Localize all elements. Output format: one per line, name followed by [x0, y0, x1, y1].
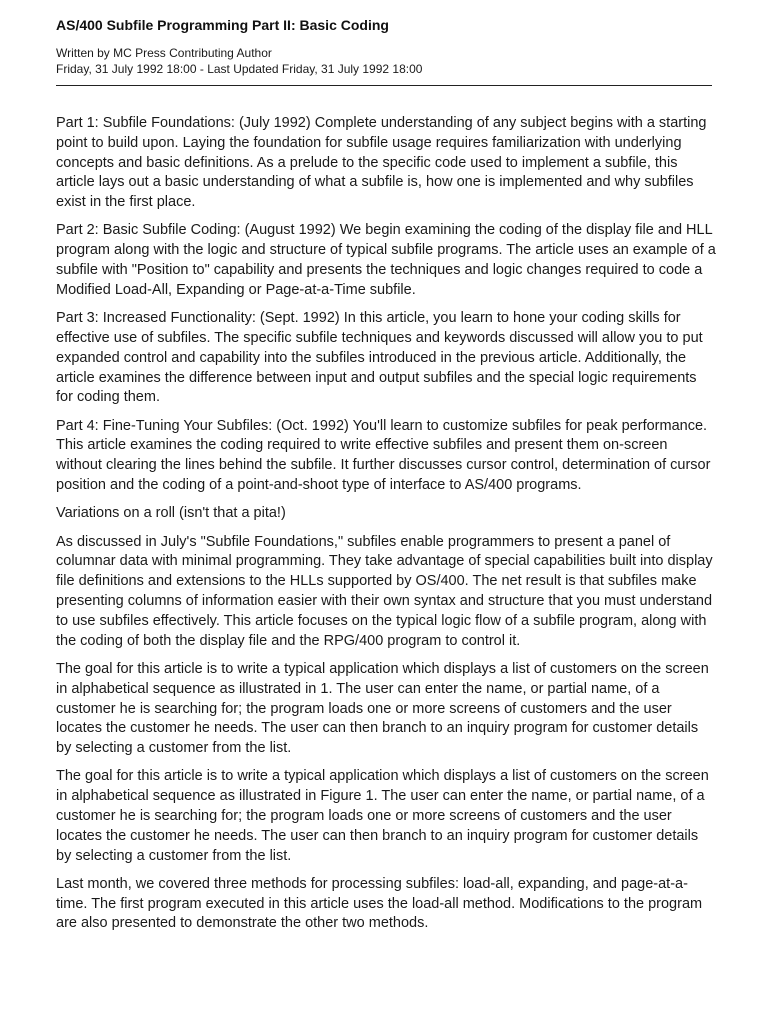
section-heading-variations: Variations on a roll (isn't that a pita!): [56, 505, 286, 522]
header-divider: [56, 85, 712, 86]
article-header: [56, 14, 712, 77]
paragraph-goal-2: The goal for this article is to write a typical application which displays a list of customers on the screen in alphabetical sequence as illustrated in Figure 1. The user can enter the name, or partial name, of a customer he is searching for; the program loads one or more screens of customers and the user locates the customer he needs. The user can then branch to an inquiry program for customer details by selecting a customer from the list.: [56, 768, 709, 864]
byline: [56, 46, 712, 77]
paragraph-last-month: Last month, we covered three methods for processing subfiles: load-all, expanding, and page-at-a-time. The first program executed in this article uses the load-all method. Modifications to the program are also presented to demonstrate the other two methods.: [56, 875, 703, 932]
paragraph-part-2: Part 2: Basic Subfile Coding: (August 1992) We begin examining the coding of the display file and HLL program along with the logic and structure of typical subfile programs. The article uses an example of a subfile with "Position to" capability and presents the techniques and logic changes required to code a Modified Load-All, Expanding or Page-at-a-Time subfile.: [56, 222, 716, 298]
article-title: AS/400 Subfile Programming Part II: Basic Coding: [56, 17, 389, 33]
paragraph-part-1: Part 1: Subfile Foundations: (July 1992) Complete understanding of any subject begins with a starting point to build upon. Laying the foundation for subfile usage requires familiarization with underlying concepts and basic definitions. As a prelude to the specific code used to implement a subfile, this article lays out a basic understanding of what a subfile is, how one is implemented and why subfiles exist in the first place.: [56, 115, 707, 211]
paragraph-part-3: Part 3: Increased Functionality: (Sept. 1992) In this article, you learn to hone your coding skills for effective use of subfiles. The specific subfile techniques and keywords discussed will allow you to put expanded control and capability into the subfiles introduced in the previous article. Additionally, the article examines the difference between input and output subfiles and the special logic requirements for coding them.: [56, 310, 703, 406]
author-line: Written by MC Press Contributing Author: [56, 46, 272, 60]
paragraph-part-4: Part 4: Fine-Tuning Your Subfiles: (Oct. 1992) You'll learn to customize subfiles for peak performance. This article examines the coding required to write effective subfiles and present them on-screen without clearing the lines behind the subfile. It further discusses cursor control, determination of cursor position and the coding of a point-and-shoot type of interface to AS/400 programs.: [56, 417, 711, 494]
article-body: [56, 114, 716, 943]
date-line: Friday, 31 July 1992 18:00 - Last Updated Friday, 31 July 1992 18:00: [56, 61, 423, 76]
paragraph-goal-1: The goal for this article is to write a typical application which displays a list of customers on the screen in alphabetical sequence as illustrated in 1. The user can enter the name, or partial name, of a customer he is searching for; the program loads one or more screens of customers and the user locates the customer he needs. The user can then branch to an inquiry program for customer details by selecting a customer from the list.: [56, 660, 709, 757]
paragraph-subfile-foundations: As discussed in July's "Subfile Foundations," subfiles enable programmers to present a panel of columnar data with minimal programming. They take advantage of special capabilities built into display file definitions and extensions to the HLLs supported by OS/400. The net result is that subfiles make presenting columns of information easier with their own syntax and structure that you must understand to use subfiles effectively. This article focuses on the typical logic flow of a subfile program, along with the coding of both the display file and the RPG/400 program to control it.: [56, 533, 713, 649]
